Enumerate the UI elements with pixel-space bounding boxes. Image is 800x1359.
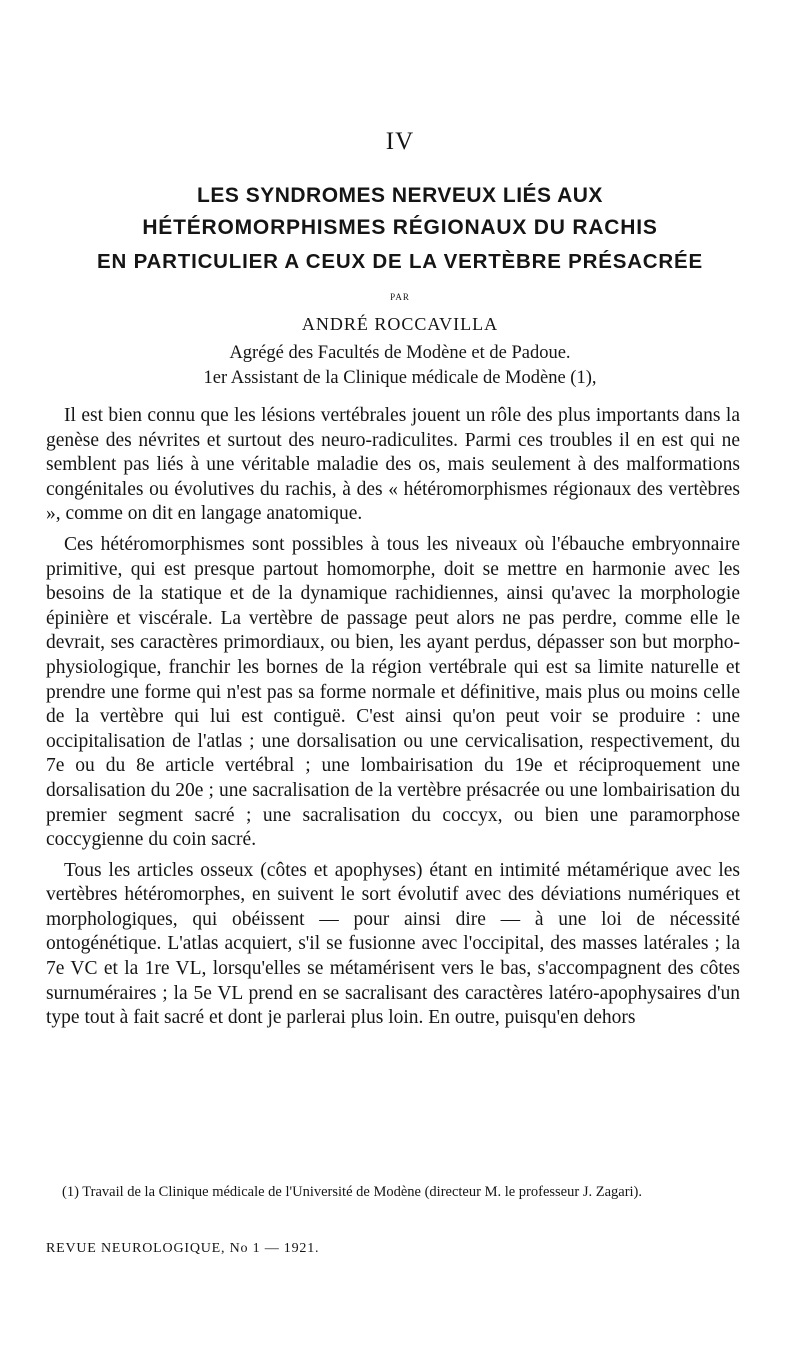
title-line-1: LES SYNDROMES NERVEUX LIÉS AUX	[197, 184, 603, 207]
chapter-number: IV	[385, 128, 415, 155]
paragraph-1: Il est bien connu que les lésions vertébrales jouent un rôle des plus importants dans la genèse des névrites et surtout des neuro-radiculites. Parmi ces troubles il en est qui ne semblent pas liés à une véritable maladie des os, mais seulement à des malformations congénitales ou évolutives du rachis, à des « hétéromorphismes régionaux des vertèbres », comme on dit en langage anatomique.	[46, 405, 740, 525]
affiliation-line-1: Agrégé des Facultés de Modène et de Padoue.	[229, 343, 571, 363]
paragraph-2: Ces hétéromorphismes sont possibles à tous les niveaux où l'ébauche embryonnaire primitive, qui est presque partout homomorphe, doit se mettre en harmonie avec les besoins de la statique et de la dynamique rachidiennes, ainsi qu'avec la morphologie épinière et viscérale. La vertèbre de passage peut alors ne pas perdre, comme elle le devrait, ses caractères primordiaux, ou bien, les ayant perdus, dépasser son but morpho-physiologique, franchir les bornes de la région vertébrale qui est sa limite naturelle et prendre une forme qui n'est pas sa forme normale et définitive, mais plus ou moins celle de la vertèbre qui lui est contiguë. C'est ainsi qu'on peut voir se produire : une occipitalisation de l'atlas ; une dorsalisation ou une cervicalisation, respectivement, du 7e ou du 8e article vertébral ; une lombairisation du 19e et réciproquement une dorsalisation du 20e ; une sacralisation de la vertèbre présacrée ou une lombairisation du premier segment sacré ; une sacralisation du coccyx, ou bien une paramorphose coccygienne du coin sacré.	[46, 533, 740, 851]
title-line-3: EN PARTICULIER A CEUX DE LA VERTÈBRE PRÉSACRÉE	[97, 250, 703, 273]
paragraph-3: Tous les articles osseux (côtes et apophyses) étant en intimité métamérique avec les vertèbres hétéromorphes, en suivent le sort évolutif avec des déviations numériques et morphologiques, qui obéissent — pour ainsi dire — à une loi de nécessité ontogénétique. L'atlas acquiert, s'il se fusionne avec l'occipital, des masses latérales ; la 7e VC et la 1re VL, lorsqu'elles se métamérisent vers le bas, s'accompagnent des côtes surnuméraires ; la 5e VL prend en se sacralisant des caractères latéro-apophysaires d'un type tout à fait sacré et dont je parlerai plus loin. En outre, puisqu'en dehors	[46, 859, 740, 1029]
article-body	[46, 404, 740, 1037]
affiliation-line-2: 1er Assistant de la Clinique médicale de Modène (1),	[203, 368, 597, 388]
by-word: PAR	[390, 292, 410, 302]
title-line-2: HÉTÉROMORPHISMES RÉGIONAUX DU RACHIS	[142, 216, 658, 239]
footnote: (1) Travail de la Clinique médicale de l'Université de Modène (directeur M. le professeur J. Zagari).	[62, 1184, 643, 1200]
author-name: ANDRÉ ROCCAVILLA	[301, 314, 499, 334]
journal-citation: REVUE NEUROLOGIQUE, No 1 — 1921.	[46, 1241, 320, 1256]
